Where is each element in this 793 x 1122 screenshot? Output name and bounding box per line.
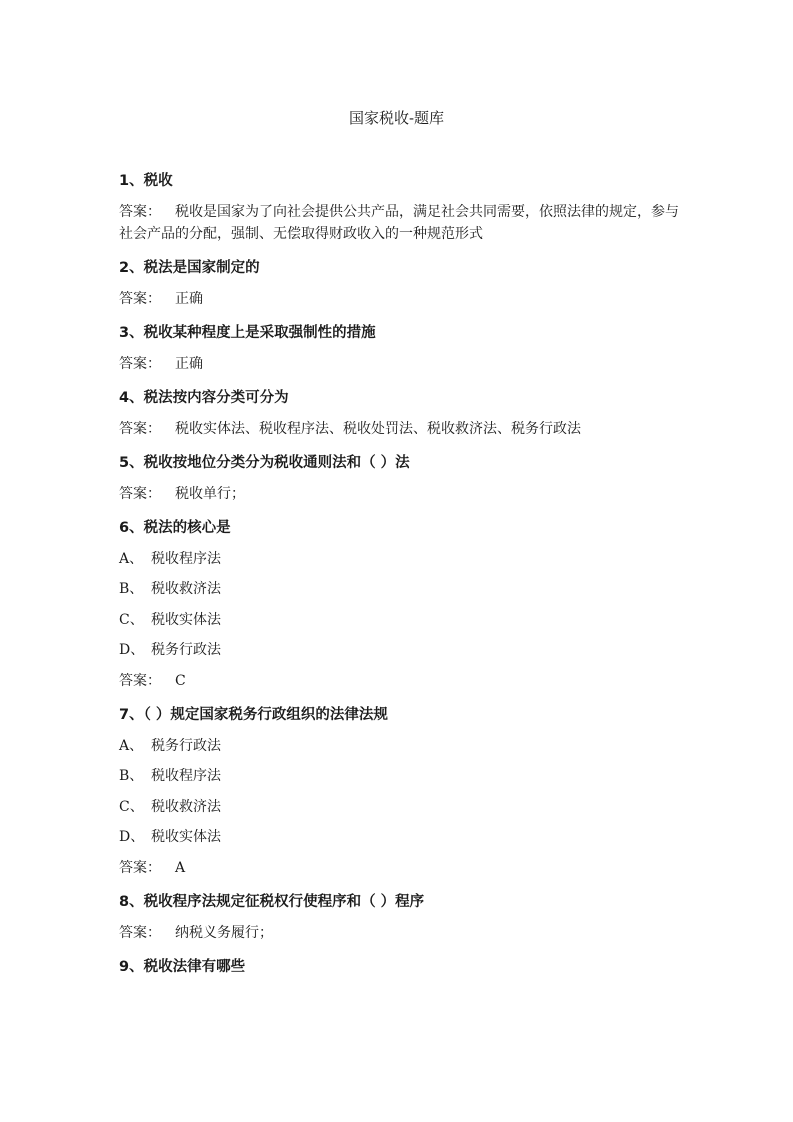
question-heading: 2、税法是国家制定的 [119,260,260,276]
question-heading: 6、税法的核心是 [119,520,231,536]
answer-line [119,201,679,245]
answer-line [119,288,679,310]
option-label: B、 [119,581,144,597]
option-label: B、 [119,768,144,784]
option-text: 税收程序法 [151,550,221,567]
answer-line [119,670,679,692]
answer-text: C [175,673,186,689]
answer-line [119,922,679,944]
option-label: D、 [119,642,145,658]
question-heading: 1、税收 [119,173,173,189]
option-label: C、 [119,611,144,628]
answer-label: 答案： [119,204,161,220]
question-heading: 9、税收法律有哪些 [119,959,246,975]
question-heading: 7、（ ）规定国家税务行政组织的法律法规 [119,707,388,723]
answer-text: 税收实体法、税收程序法、税收处罚法、税收救济法、税务行政法 [175,421,581,437]
answer-label: 答案： [119,486,161,502]
answer-text: 纳税义务履行； [175,925,273,941]
answer-text: 税收是国家为了向社会提供公共产品，满足社会共同需要，依照法律的规定，参与社会产品的分配，强制、无偿取得财政收入的一种规范形式 [119,204,679,242]
question-heading: 5、税收按地位分类分为税收通则法和（ ）法 [119,455,410,471]
answer-label: 答案： [119,356,161,372]
option-text: 税务行政法 [151,737,221,754]
question-list [119,170,679,978]
option-d [119,826,679,848]
question-heading: 4、税法按内容分类可分为 [119,390,289,406]
answer-text: 正确 [175,291,203,307]
option-label: A、 [119,550,144,567]
answer-line [119,483,679,505]
option-text: 税收救济法 [151,798,221,815]
answer-label: 答案： [119,673,161,689]
option-b [119,765,679,787]
option-label: C、 [119,798,144,815]
option-c [119,796,679,818]
option-a [119,735,679,757]
answer-text: A [175,860,186,876]
document-title: 国家税收-题库 [348,109,445,127]
option-b [119,578,679,600]
answer-line [119,857,679,879]
answer-label: 答案： [119,291,161,307]
question-heading: 8、税收程序法规定征税权行使程序和（ ）程序 [119,894,425,910]
option-text: 税收程序法 [151,768,221,784]
option-a [119,548,679,570]
answer-text: 税收单行； [175,486,245,502]
answer-text: 正确 [175,356,203,372]
answer-line [119,418,679,440]
option-d [119,639,679,661]
option-text: 税务行政法 [151,642,221,658]
answer-label: 答案： [119,860,161,876]
answer-label: 答案： [119,925,161,941]
answer-line [119,353,679,375]
option-text: 税收实体法 [151,829,221,845]
option-c [119,609,679,631]
answer-label: 答案： [119,421,161,437]
option-label: D、 [119,829,145,845]
option-text: 税收救济法 [151,581,221,597]
option-label: A、 [119,737,144,754]
option-text: 税收实体法 [151,611,221,628]
question-heading: 3、税收某种程度上是采取强制性的措施 [119,325,376,341]
